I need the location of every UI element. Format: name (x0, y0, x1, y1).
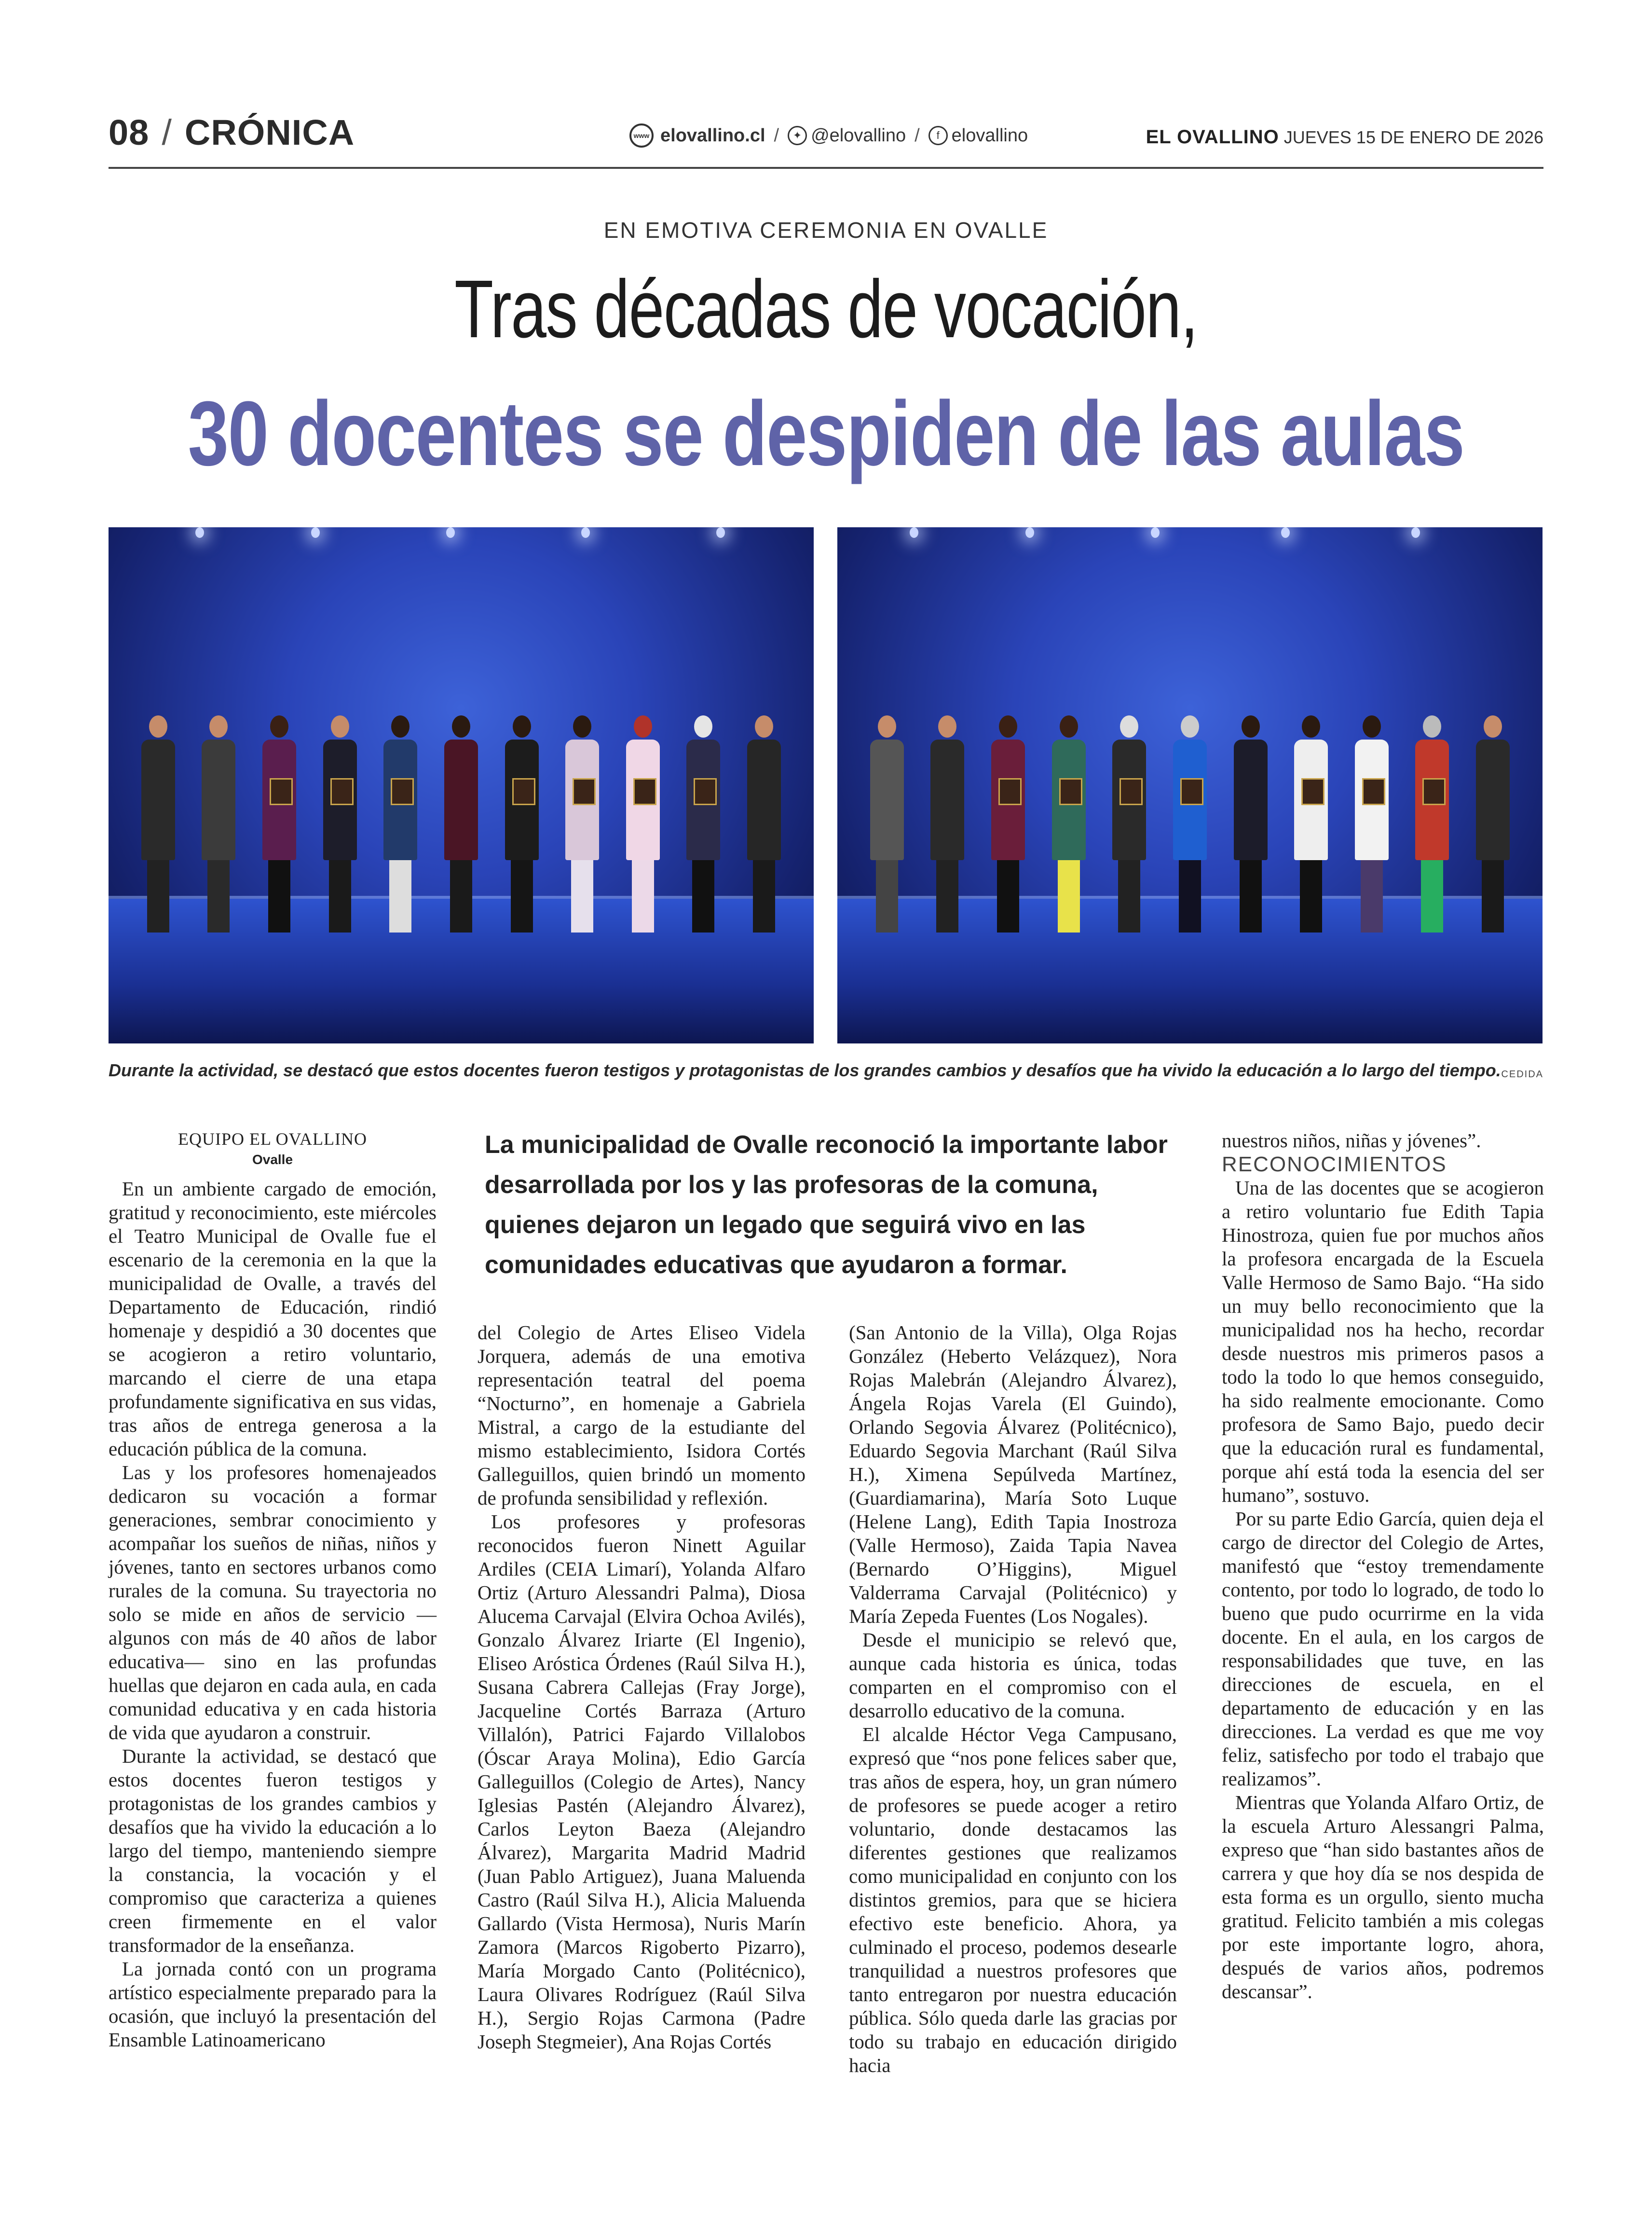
byline-location: Ovalle (252, 1152, 293, 1167)
divider-slash: / (162, 112, 172, 152)
twitter-link[interactable]: @elovallino (811, 125, 906, 146)
facebook-icon: f (928, 126, 948, 145)
paragraph: Las y los profesores homenajeados dedicaron su vocación a formar generaciones, sembrar conocimiento y acompañar los sueños de niñas, niños y jóvenes, tanto en sectores urbanos como rurales de la comuna. Su trayectoria no solo se mide en años de servicio —algunos con más de 40 años de labor educativa— sino en las profundas huellas que dejaron en cada aula, en cada comunidad educativa y en cada historia de vida que ayudaron a construir. (109, 1461, 437, 1743)
paragraph: Los profesores y profesoras reconocidos fueron Ninett Aguilar Ardiles (CEIA Limarí), Yolanda Alfaro Ortiz (Arturo Alessandri Palma), Diosa Alucema Carvajal (Elvira Ochoa Avilés), Gonzalo Álvarez Iriarte (El Ingenio), Eliseo Aróstica Órdenes (Raúl Silva H.), Susana Cabrera Callejas (Fray Jorge), Jacqueline Cortés Barraza (Arturo Villalón), Patrici Fajardo Villalobos (Óscar Araya Molina), Edio García Galleguillos (Colegio de Artes), Nancy Iglesias Pastén (Alejandro Álvarez), Carlos Leyton Baeza (Alejandro Álvarez), Margarita Madrid Madrid (Juan Pablo Artiguez), Juana Maluenda Castro (Raúl Silva H.), Alicia Maluenda Gallardo (Vista Hermosa), Nuris Marín Zamora (Marcos Rigoberto Pizarro), María Morgado Canto (Politécnico), Laura Olivares Rodríguez (Raúl Silva H.), Sergio Rojas Carmona (Padre Joseph Stegmeier), Ana Rojas Cortés (478, 1510, 806, 2053)
divider-slash: / (915, 125, 920, 146)
paragraph: Mientras que Yolanda Alfaro Ortiz, de la escuela Arturo Alessangri Palma, expreso que “han sido bastantes años de carrera y que hoy día se nos despida de esta forma es un orgullo, siento mucha gratitud. Felicito también a mis colegas por este importante logro, ahora, después de varios años, podremos descansar”. (1222, 1791, 1544, 2003)
byline: EQUIPO EL OVALLINO (178, 1129, 367, 1149)
paragraph: El alcalde Héctor Vega Campusano, expresó que “nos pone felices saber que, tras años de espera, hoy, un gran número de profesores se puede acoger a retiro voluntario, donde destacamos las diferentes gestiones que realizamos como municipalidad en conjunto con los distintos gremios, para que se hiciera efectivo este beneficio. Ahora, ya culminado el proceso, podemos desearle tranquilidad a nuestros profesores que tanto entregaron por nuestra educación pública. Sólo queda darle las gracias por todo su trabajo en educación dirigido hacia (849, 1723, 1177, 2076)
article-kicker: EN EMOTIVA CEREMONIA EN OVALLE (603, 218, 1049, 243)
section-label (109, 112, 355, 153)
paragraph: nuestros niños, niñas y jóvenes”. (1222, 1129, 1481, 1152)
photo-caption: Durante la actividad, se destacó que estos docentes fueron testigos y protagonistas de los grandes cambios y desafíos que ha vivido la educación a lo largo del tiempo. (109, 1060, 1501, 1080)
group-of-teachers (857, 715, 1523, 933)
page-number: 08 (109, 112, 150, 152)
divider-slash: / (774, 125, 779, 146)
body-column-3 (849, 1321, 1177, 2077)
body-column-2 (478, 1321, 806, 2054)
group-of-teachers (128, 715, 794, 933)
paragraph: (San Antonio de la Villa), Olga Rojas González (Heberto Velázquez), Nora Rojas Malebrán (Alejandro Álvarez), Ángela Rojas Varela (El Guindo), Orlando Segovia Álvarez (Politécnico), Eduardo Segovia Marchant (Raúl Silva H.), Ximena Sepúlveda Martínez, (Guardiamarina), María Soto Luque (Helene Lang), Edith Tapia Inostroza (Valle Hermoso), Zaida Tapia Navea (Bernardo O’Higgins), Miguel Valderrama Carvajal (Politécnico) y María Zepeda Fuentes (Los Nogales). (849, 1321, 1177, 1627)
paragraph: Una de las docentes que se acogieron a retiro voluntario fue Edith Tapia Hinostroza, quien fue por muchos años la profesora encargada de la Escuela Valle Hermoso de Samo Bajo. “Ha sido un muy bello reconocimiento que la municipalidad nos ha hecho, recordar desde nuestros mis primeros pasos a todo la todo lo que hemos conseguido, ha sido realmente emocionante. Como profesora de Samo Bajo, puedo decir que la educación rural es fundamental, porque ahí está toda la esencia del ser humano”, sostuvo. (1222, 1177, 1544, 1506)
newspaper-name: EL OVALLINO (1146, 126, 1279, 148)
facebook-link[interactable]: elovallino (951, 125, 1028, 146)
article-lead: La municipalidad de Ovalle reconoció la importante labor desarrollada por los y las profesoras de la comuna, quienes dejaron un legado que seguirá vivo en las comunidades educativas que ayudaron a formar. (485, 1131, 1168, 1279)
headline-line-1: Tras décadas de vocación, (454, 263, 1198, 355)
website-link[interactable]: elovallino.cl (660, 125, 765, 146)
photo-credit: CEDIDA (1501, 1069, 1543, 1080)
section-name: CRÓNICA (184, 112, 355, 152)
social-links (629, 123, 1028, 148)
headline-line-2: 30 docentes se despiden de las aulas (188, 383, 1464, 485)
globe-icon: www (629, 123, 654, 148)
ceremony-photo-left (109, 527, 814, 1043)
paragraph: En un ambiente cargado de emoción, gratitud y reconocimiento, este miércoles el Teatro Municipal de Ovalle fue el escenario de la ceremonia en la que la municipalidad de Ovalle, a través del Departamento de Educación, rindió homenaje y despidió a 30 docentes que se acogieron a retiro voluntario, marcando el cierre de una etapa profundamente significativa en sus vidas, tras años de entrega generosa a la educación pública de la comuna. (109, 1178, 437, 1460)
paragraph: Por su parte Edio García, quien deja el cargo de director del Colegio de Artes, manifestó que “estoy tremendamente contento, por todo lo logrado, de todo lo bueno que pudo ocurrirme en la vida docente. En el aula, en los cargos de responsabilidades que tuve, en las direcciones de escuela, en el departamento de educación y en las direcciones. La verdad es que me voy feliz, satisfecho por todo el trabajo que realizamos”. (1222, 1508, 1544, 1790)
page-header (109, 107, 1543, 165)
twitter-icon: ✦ (788, 126, 807, 145)
masthead-date (1146, 126, 1543, 148)
issue-date: JUEVES 15 DE ENERO DE 2026 (1283, 127, 1543, 147)
paragraph: Desde el municipio se relevó que, aunque cada historia es única, todas comparten en el compromiso con el desarrollo educativo de la comuna. (849, 1629, 1177, 1722)
paragraph: La jornada contó con un programa artístico especialmente preparado para la ocasión, que incluyó la presentación del Ensamble Latinoamericano (109, 1958, 437, 2051)
header-rule (109, 167, 1543, 169)
paragraph: del Colegio de Artes Eliseo Videla Jorquera, además de una emotiva representación teatral del poema “Nocturno”, en homenaje a Gabriela Mistral, a cargo de la estudiante del mismo establecimiento, Isidora Cortés Galleguillos, quien brindó un momento de profunda sensibilidad y reflexión. (478, 1321, 806, 1509)
paragraph: Durante la actividad, se destacó que estos docentes fueron testigos y protagonistas de los grandes cambios y desafíos que ha vivido la educación a lo largo del tiempo, manteniendo siempre la constancia, la vocación y el compromiso que caracteriza a quienes creen firmemente en el valor transformador de la enseñanza. (109, 1745, 437, 1956)
body-column-1 (109, 1177, 437, 2052)
ceremony-photo-right (837, 527, 1543, 1043)
section-subhead: RECONOCIMIENTOS (1222, 1152, 1447, 1176)
body-column-4 (1222, 1129, 1544, 2003)
